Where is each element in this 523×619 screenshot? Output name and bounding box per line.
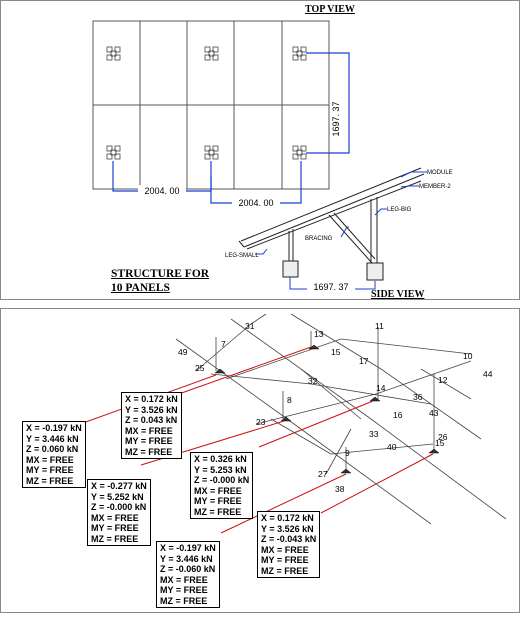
reaction-y: Y = 3.446 kN	[160, 553, 213, 564]
reaction-y: Y = 5.253 kN	[194, 464, 247, 475]
reaction-mz: MZ = FREE	[125, 446, 173, 457]
clamp-icon	[293, 146, 306, 159]
node-label: 10	[463, 351, 473, 361]
dim-horizontal-2: 2004. 00	[238, 198, 274, 208]
reaction-mx: MX = FREE	[26, 454, 74, 465]
top-diagram-panel	[0, 0, 520, 300]
node-label: 13	[314, 329, 324, 339]
reaction-mz: MZ = FREE	[261, 565, 309, 576]
reaction-x: X = 0.172 kN	[125, 394, 178, 404]
reaction-my: MY = FREE	[125, 436, 173, 447]
node-label: 26	[438, 432, 448, 442]
clamp-icon	[107, 146, 120, 159]
label-leg-big: LEG-BIG	[387, 207, 412, 213]
reaction-box	[22, 421, 86, 488]
drawing-canvas-top	[1, 1, 521, 301]
reaction-x: X = 0.172 kN	[261, 513, 314, 523]
reaction-my: MY = FREE	[261, 555, 309, 566]
reaction-mx: MX = FREE	[261, 544, 309, 555]
label-member2: MEMBER-2	[419, 184, 451, 190]
node-label: 15	[435, 438, 445, 448]
clamp-icon	[205, 47, 218, 60]
node-label: 31	[245, 321, 255, 331]
node-label: 12	[438, 375, 448, 385]
reaction-mz: MZ = FREE	[91, 533, 139, 544]
clamp-icon	[205, 146, 218, 159]
support-icon	[429, 449, 439, 453]
reaction-box	[87, 479, 151, 546]
node-label: 33	[369, 429, 379, 439]
reaction-mz: MZ = FREE	[194, 506, 242, 517]
reaction-box	[121, 392, 182, 459]
node-label: 27	[318, 469, 328, 479]
reaction-y: Y = 5.252 kN	[91, 491, 144, 502]
reaction-z: Z = -0.060 kN	[160, 564, 216, 575]
clamp-icon	[107, 47, 120, 60]
dim-side: 1697. 37	[313, 282, 349, 292]
reaction-mx: MX = FREE	[194, 485, 242, 496]
side-view-title: SIDE VIEW	[371, 289, 425, 300]
clamp-icon	[293, 47, 306, 60]
node-label: 32	[308, 376, 318, 386]
reaction-mz: MZ = FREE	[26, 475, 74, 486]
reaction-z: Z = -0.000 kN	[91, 502, 147, 513]
reaction-y: Y = 3.446 kN	[26, 433, 79, 444]
dim-horizontal-1: 2004. 00	[144, 186, 180, 196]
label-leg-small: LEG-SMALL	[225, 253, 259, 259]
reaction-z: Z = 0.060 kN	[26, 444, 79, 455]
support-icon	[341, 469, 351, 473]
reaction-box	[156, 541, 220, 608]
support-icon	[215, 369, 225, 373]
reaction-mx: MX = FREE	[91, 512, 139, 523]
reaction-y: Y = 3.526 kN	[125, 404, 178, 415]
node-label: 17	[359, 356, 369, 366]
reaction-z: Z = 0.043 kN	[125, 415, 178, 426]
node-label: 49	[178, 347, 188, 357]
reaction-x: X = -0.197 kN	[26, 423, 82, 433]
reaction-my: MY = FREE	[194, 496, 242, 507]
node-label: 11	[375, 321, 384, 331]
node-label: 43	[429, 408, 439, 418]
reaction-x: X = 0.326 kN	[194, 454, 247, 464]
label-module: MODULE	[427, 170, 453, 176]
clamp-markers	[107, 47, 306, 159]
reaction-x: X = -0.277 kN	[91, 481, 147, 491]
reaction-y: Y = 3.526 kN	[261, 523, 314, 534]
reaction-my: MY = FREE	[91, 523, 139, 534]
support-icon	[370, 397, 380, 401]
node-label: 16	[393, 410, 403, 420]
node-label: 15	[331, 347, 341, 357]
node-label: 38	[335, 484, 345, 494]
reaction-x: X = -0.197 kN	[160, 543, 216, 553]
structure-label-line2: 10 PANELS	[111, 282, 170, 294]
dimension-lines	[113, 53, 349, 203]
reaction-box	[257, 511, 320, 578]
structure-label-line1: STRUCTURE FOR	[111, 268, 210, 280]
top-view-title: TOP VIEW	[305, 4, 355, 15]
reaction-mx: MX = FREE	[125, 425, 173, 436]
reaction-z: Z = -0.000 kN	[194, 475, 250, 486]
reaction-box	[190, 452, 253, 519]
node-label: 25	[195, 363, 205, 373]
dim-vertical: 1697. 37	[331, 101, 341, 137]
node-label: 36	[413, 392, 423, 402]
bottom-diagram-panel	[0, 308, 520, 613]
label-bracing: BRACING	[305, 236, 333, 242]
side-view-structure	[239, 168, 424, 280]
reaction-mz: MZ = FREE	[160, 595, 208, 606]
reaction-z: Z = -0.043 kN	[261, 534, 317, 545]
node-label: 44	[483, 369, 493, 379]
reaction-my: MY = FREE	[160, 585, 208, 596]
node-label: 40	[387, 442, 397, 452]
node-label: 14	[376, 383, 386, 393]
side-view-leaders	[255, 172, 427, 289]
node-label: 9	[345, 448, 350, 458]
node-label: 7	[221, 339, 226, 349]
node-label: 8	[287, 395, 292, 405]
reaction-my: MY = FREE	[26, 465, 74, 476]
node-label: 23	[256, 417, 266, 427]
reaction-mx: MX = FREE	[160, 574, 208, 585]
